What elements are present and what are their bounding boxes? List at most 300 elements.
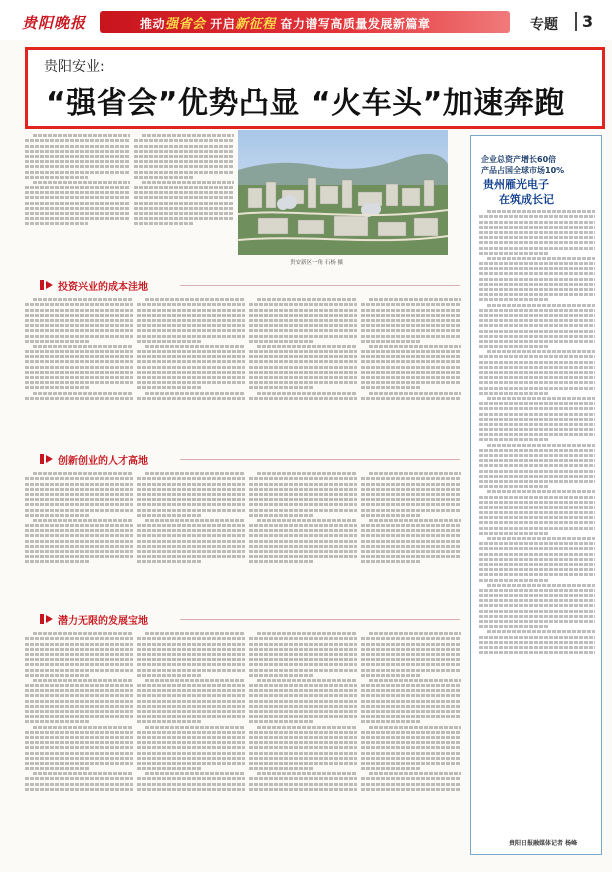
page-number: 3 [575,12,593,31]
text-line [249,498,357,501]
text-line [479,651,595,654]
text-line [137,700,245,703]
slogan-suffix: 奋力谱写高质量发展新篇章 [275,17,431,31]
text-line [137,509,245,512]
text-line [257,519,357,522]
text-line [25,540,133,543]
text-line [361,746,461,749]
text-line [369,392,461,395]
text-line [25,705,133,708]
text-line [257,632,357,635]
text-line [479,527,595,530]
text-line [33,772,133,775]
text-line [137,303,245,306]
text-line [479,433,595,436]
text-line [25,381,133,384]
text-line [137,788,245,791]
text-line [25,150,130,153]
text-line [137,360,245,363]
text-line [257,772,357,775]
text-line [479,423,595,426]
newspaper-logo: 贵阳晚报 [22,14,87,32]
text-line [249,509,357,512]
text-line [361,736,461,739]
text-line [137,752,245,755]
text-line [249,715,357,718]
text-line [249,303,357,306]
text-line [25,637,133,640]
heading-bar [40,614,44,624]
text-line [249,731,357,734]
text-line [137,694,245,697]
sidebar-subhead-2: 产品占国全球市场10% [481,166,565,175]
text-line [25,788,133,791]
text-line [25,165,130,168]
text-line [249,350,357,353]
text-line [25,648,133,651]
text-line [25,397,133,400]
text-line [361,783,461,786]
text-line [25,545,133,548]
text-line [479,516,595,519]
text-line [134,171,234,174]
text-line [25,529,133,532]
text-line [25,560,90,563]
text-line [479,371,595,374]
text-line [361,503,461,506]
text-line [369,298,461,301]
text-line [479,241,595,244]
text-line [137,658,245,661]
text-line [361,715,461,718]
text-line [361,340,421,343]
section-heading-cost [40,278,460,292]
text-line [479,496,595,499]
text-line [361,483,461,486]
text-line [137,731,245,734]
text-line [249,705,357,708]
text-line [487,490,595,493]
text-line [134,202,234,205]
text-line [25,222,88,225]
text-line [257,392,357,395]
text-line [25,762,133,765]
text-line [361,643,461,646]
text-line [479,625,549,628]
headline-kicker: 贵阳安业: [44,59,105,75]
text-line [137,319,245,322]
text-line [249,488,357,491]
text-line [249,736,357,739]
text-line [479,407,595,410]
text-line [137,653,245,656]
text-line [249,783,357,786]
text-line [25,684,133,687]
text-line [137,366,245,369]
text-line [369,632,461,635]
text-line [479,314,595,317]
text-line [137,783,245,786]
text-line [142,134,234,137]
text-line [25,493,133,496]
text-line [361,741,461,744]
text-line [249,663,357,666]
text-line [137,741,245,744]
text-line [479,226,595,229]
text-line [249,386,314,389]
text-line [25,710,133,713]
text-line [249,643,357,646]
text-line [25,340,90,343]
text-line [361,663,461,666]
text-line [137,545,245,548]
text-line [134,212,234,215]
text-line [479,381,595,384]
text-line [145,392,245,395]
text-line [25,324,133,327]
text-line [249,376,357,379]
sidebar-text [479,208,595,828]
text-line [361,314,461,317]
text-line [479,464,595,467]
text-line [25,534,133,537]
text-line [369,679,461,682]
text-column [25,296,133,446]
sidebar-title-1: 贵州雁光电子 [483,178,549,191]
text-line [249,360,357,363]
text-line [25,555,133,558]
text-line [361,752,461,755]
text-line [33,298,133,301]
text-line [137,705,245,708]
text-line [361,731,461,734]
text-line [137,381,245,384]
slogan-mid: 开启 [205,17,236,31]
text-line [25,689,133,692]
text-line [361,658,461,661]
text-line [479,324,595,327]
text-line [33,632,133,635]
text-line [145,345,245,348]
text-line [249,483,357,486]
text-line [479,418,595,421]
text-line [479,485,549,488]
headline-box [25,47,605,129]
text-line [25,757,133,760]
text-line [257,679,357,682]
text-line [487,397,595,400]
text-line [249,477,357,480]
text-line [249,637,357,640]
text-line [361,720,421,723]
text-line [479,283,595,286]
text-line [137,777,245,780]
text-line [479,413,595,416]
section-heading-text: 创新创业的人才高地 [58,456,148,467]
text-line [479,620,595,623]
sidebar-story [470,135,602,855]
text-line [479,215,595,218]
text-line [249,658,357,661]
text-line [25,700,133,703]
text-column [361,470,461,600]
heading-arrow-icon [46,615,53,623]
text-line [134,217,234,220]
text-line [479,267,595,270]
text-line [25,160,130,163]
text-line [25,731,133,734]
text-line [479,506,595,509]
text-line [25,314,133,317]
text-line [137,637,245,640]
text-line [134,160,234,163]
text-line [25,777,133,780]
text-line [257,298,357,301]
text-line [134,222,194,225]
section-label: 专题 [530,17,558,33]
news-photo [238,130,448,255]
text-line [361,674,421,677]
text-line [361,303,461,306]
text-line [479,355,595,358]
text-line [479,594,595,597]
text-line [479,387,595,390]
text-line [137,767,202,770]
text-line [361,653,461,656]
text-column [25,630,133,860]
text-line [479,470,595,473]
text-line [361,386,421,389]
text-line [479,288,595,291]
text-line [25,217,130,220]
text-line [249,514,314,517]
text-line [479,221,595,224]
text-line [25,715,133,718]
section-heading-talent [40,452,460,466]
text-line [479,480,595,483]
text-line [249,503,357,506]
text-line [479,547,595,550]
masthead [0,0,612,40]
text-line [479,542,595,545]
text-line [137,762,245,765]
text-line [479,298,549,301]
text-line [249,540,357,543]
text-line [137,715,245,718]
text-line [361,355,461,358]
text-line [137,498,245,501]
text-line [479,247,595,250]
text-line [361,560,421,563]
text-line [479,361,595,364]
text-line [137,757,245,760]
text-line [33,345,133,348]
text-line [25,509,133,512]
text-column [25,470,133,600]
text-line [145,472,245,475]
text-line [33,392,133,395]
text-line [479,501,595,504]
text-line [479,402,595,405]
text-line [479,475,595,478]
text-line [361,788,461,791]
text-line [249,534,357,537]
text-line [137,710,245,713]
text-line [361,534,461,537]
text-line [479,558,595,561]
text-line [479,459,595,462]
sidebar-credit: 贵阳日报融媒体记者 杨峰 [509,840,578,847]
text-line [134,207,234,210]
text-line [137,550,245,553]
text-line [479,319,595,322]
text-line [25,524,133,527]
text-line [479,511,595,514]
text-line [249,560,314,563]
text-line [361,324,461,327]
text-line [257,472,357,475]
text-column [249,296,357,446]
text-line [361,777,461,780]
text-column [249,470,357,600]
text-line [33,519,133,522]
text-line [257,345,357,348]
text-line [137,376,245,379]
text-line [249,335,357,338]
text-column [249,630,357,860]
text-line [479,579,549,582]
text-line [25,196,130,199]
text-line [25,783,133,786]
text-column [25,132,130,262]
text-line [25,503,133,506]
text-line [479,236,595,239]
text-line [479,252,549,255]
text-line [249,674,314,677]
text-line [249,746,357,749]
text-line [361,529,461,532]
text-line [361,767,421,770]
text-line [479,553,595,556]
headline-title: “强省会”优势凸显 “火车头”加速奔跑 [46,86,565,121]
text-line [134,176,194,179]
text-line [134,155,234,158]
text-line [134,165,234,168]
text-line [25,171,130,174]
text-line [361,684,461,687]
text-line [145,632,245,635]
text-line [137,674,202,677]
text-line [137,488,245,491]
text-line [361,309,461,312]
text-line [137,534,245,537]
text-line [25,212,130,215]
text-line [479,599,595,602]
text-line [25,498,133,501]
text-line [137,483,245,486]
text-line [249,324,357,327]
section-heading-potential [40,612,460,626]
text-line [137,514,202,517]
text-line [479,340,595,343]
text-line [479,646,595,649]
text-line [25,371,133,374]
text-line [25,694,133,697]
text-line [25,741,133,744]
text-line [25,767,90,770]
text-line [134,139,234,142]
heading-rule [180,285,460,286]
text-line [249,752,357,755]
text-line [25,669,133,672]
text-line [361,700,461,703]
text-line [369,519,461,522]
text-line [137,643,245,646]
section-heading-text: 投资兴业的成本洼地 [58,282,148,293]
text-line [479,604,595,607]
text-line [479,521,595,524]
text-line [33,472,133,475]
sidebar-subhead-1: 企业总资产增长60倍 [481,155,557,164]
heading-arrow-icon [46,281,53,289]
text-line [361,710,461,713]
section-heading-text: 潜力无限的发展宝地 [58,616,148,627]
text-line [25,176,88,179]
text-line [479,428,595,431]
text-line [25,350,133,353]
text-line [137,309,245,312]
text-line [25,207,130,210]
text-line [25,202,130,205]
text-line [249,555,357,558]
text-line [137,493,245,496]
text-line [249,366,357,369]
text-line [137,648,245,651]
text-line [25,329,133,332]
text-line [361,366,461,369]
text-line [361,350,461,353]
text-line [361,669,461,672]
text-line [361,762,461,765]
text-line [249,788,357,791]
text-line [25,674,90,677]
text-line [249,700,357,703]
text-line [487,444,595,447]
text-line [137,340,202,343]
text-line [145,519,245,522]
text-line [479,438,549,441]
text-line [25,376,133,379]
text-line [361,488,461,491]
text-line [479,335,595,338]
text-line [487,584,595,587]
text-line [361,509,461,512]
text-line [134,145,234,148]
text-line [25,309,133,312]
text-line [25,752,133,755]
text-line [479,449,595,452]
heading-bar [40,280,44,290]
heading-rule [180,459,460,460]
text-line [479,366,595,369]
text-line [25,355,133,358]
heading-arrow-icon [46,455,53,463]
text-line [361,694,461,697]
text-line [249,314,357,317]
text-line [137,555,245,558]
text-line [145,298,245,301]
text-line [137,314,245,317]
